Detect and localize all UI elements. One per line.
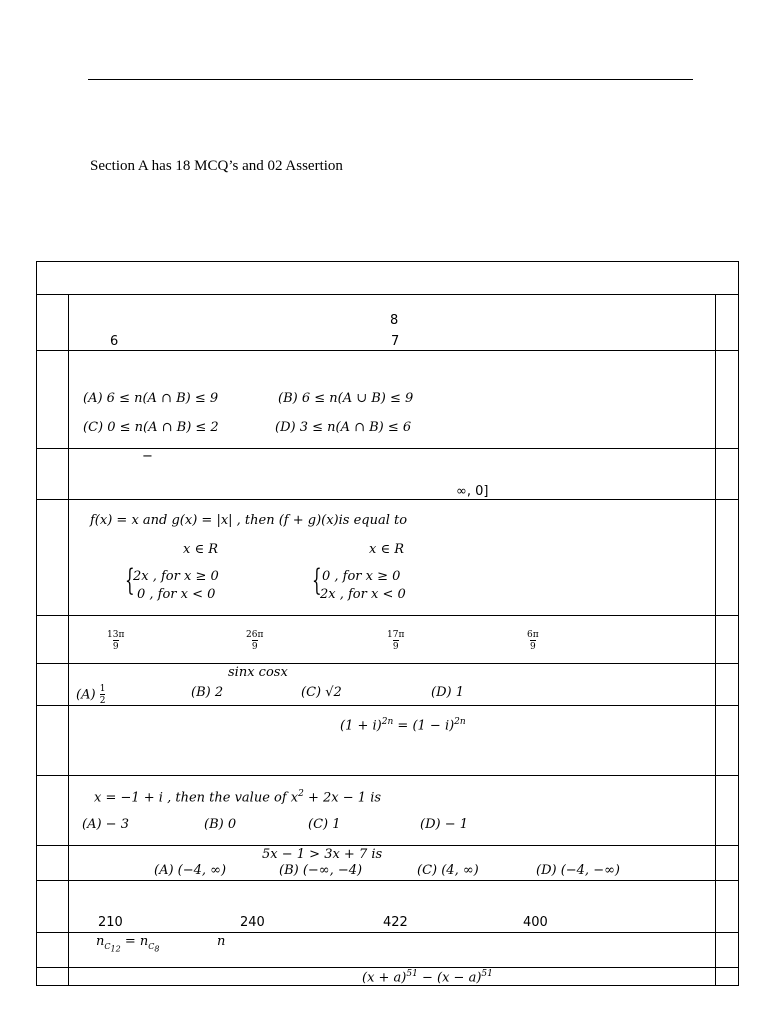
- r12-expression: $(x + a)^{51} - (x - a)^{51}$: [362, 969, 493, 986]
- r6-question-stem: sinx cosx: [228, 665, 288, 680]
- r4-question-stem: f(x) = x and g(x) = |x| , then (f + g)(x)is equal to: [90, 513, 408, 528]
- r1-number-6: 6: [110, 334, 119, 349]
- r1-number-7: 7: [391, 334, 400, 349]
- r6-option-d: (D) 1: [431, 685, 464, 700]
- r10-option-4: 400: [523, 915, 548, 930]
- r6-option-b: (B) 2: [191, 685, 224, 700]
- r6-option-c: (C) √2: [301, 685, 342, 700]
- r8-option-c: (C) 1: [308, 817, 341, 832]
- r4-case-1a: 2x , for x ≥ 0: [133, 569, 219, 584]
- r10-option-1: 210: [98, 915, 123, 930]
- r9-question-stem: 5x − 1 > 3x + 7 is: [262, 847, 383, 862]
- r2-option-c: (C) 0 ≤ n(A ∩ B) ≤ 2: [83, 420, 219, 435]
- r2-option-b: (B) 6 ≤ n(A ∪ B) ≤ 9: [278, 391, 414, 406]
- top-rule: [88, 79, 693, 80]
- r11-variable: n: [217, 934, 226, 949]
- r8-option-a: (A) − 3: [82, 817, 129, 832]
- r3-dash: −: [142, 449, 153, 464]
- r10-option-2: 240: [240, 915, 265, 930]
- r9-option-c: (C) (4, ∞): [417, 863, 479, 878]
- r4-brace-1: {: [125, 563, 135, 598]
- r4-brace-2: {: [312, 563, 322, 598]
- section-intro: Section A has 18 MCQ’s and 02 Assertion: [90, 158, 343, 174]
- r8-question-stem: x = −1 + i , then the value of $x^2 + 2x - 1$ is: [94, 789, 382, 806]
- r10-option-3: 422: [383, 915, 408, 930]
- r8-option-d: (D) − 1: [420, 817, 468, 832]
- r7-equation: $(1 + i)^{2n} = (1 - i)^{2n}$: [340, 717, 466, 734]
- r8-option-b: (B) 0: [204, 817, 237, 832]
- r11-equation: $n_{C_{12}} = n_{C_8}$: [96, 934, 160, 954]
- r5-option-2: $\frac{26\pi}{9}$: [246, 630, 264, 652]
- r2-option-d: (D) 3 ≤ n(A ∩ B) ≤ 6: [275, 420, 412, 435]
- r5-option-1: $\frac{13\pi}{9}$: [107, 630, 125, 652]
- r5-option-3: $\frac{17\pi}{9}$: [387, 630, 405, 652]
- r4-case-2b: 2x , for x < 0: [320, 587, 406, 602]
- r1-number-8: 8: [390, 313, 399, 328]
- r3-interval-tail: ∞, 0]: [456, 484, 489, 499]
- r4-domain-2: x ∈ R: [369, 542, 405, 557]
- r4-case-1b: 0 , for x < 0: [137, 587, 216, 602]
- r5-option-4: $\frac{6\pi}{9}$: [527, 630, 539, 652]
- r2-option-a: (A) 6 ≤ n(A ∩ B) ≤ 9: [83, 391, 219, 406]
- r6-option-a: (A) $\frac{1}{2}$: [76, 684, 106, 706]
- r4-case-2a: 0 , for x ≥ 0: [322, 569, 401, 584]
- r9-option-a: (A) (−4, ∞): [154, 863, 227, 878]
- r4-domain-1: x ∈ R: [183, 542, 219, 557]
- r9-option-b: (B) (−∞, −4): [279, 863, 363, 878]
- r9-option-d: (D) (−4, −∞): [536, 863, 620, 878]
